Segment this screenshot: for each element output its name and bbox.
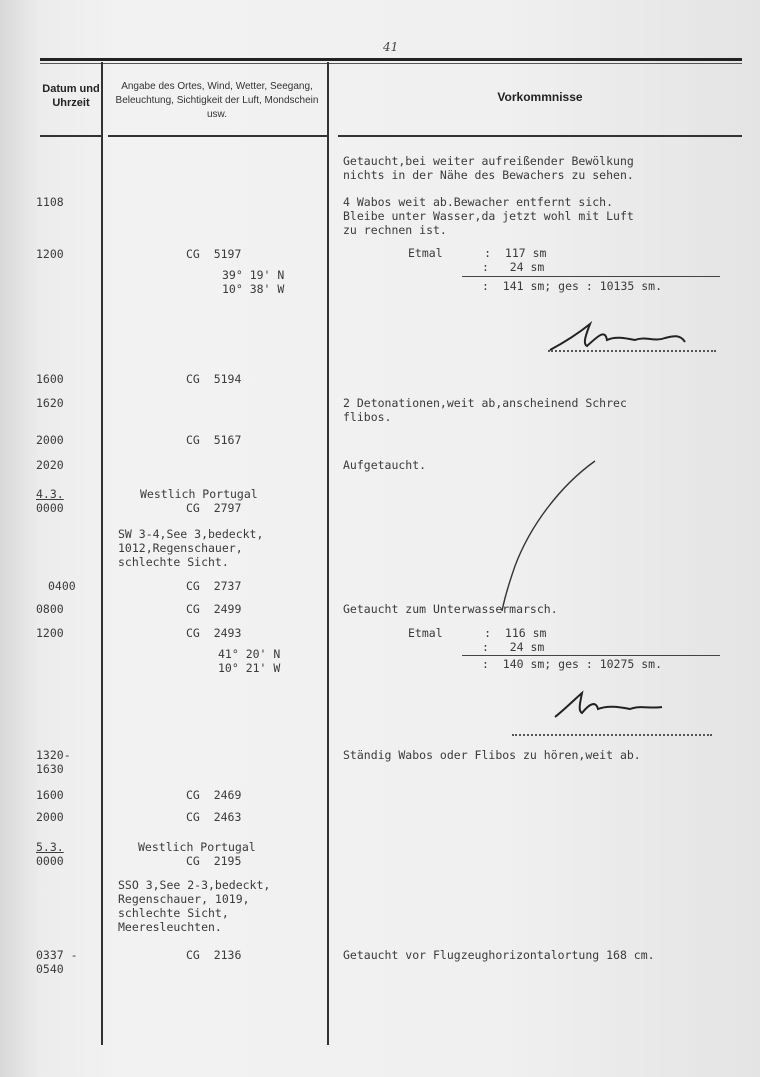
header-place-column: Angabe des Ortes, Wind, Wetter, Seegang, Beleuchtung, Sichtigkeit der Luft, Mondschein usw.	[115, 81, 319, 120]
time-cell: 0000	[36, 854, 64, 868]
etmal-line: Etmal : 117 sm	[408, 246, 547, 260]
etmal-total: : 140 sm; ges : 10275 sm.	[482, 657, 663, 671]
grid-square: CG 2797	[186, 501, 242, 515]
grid-square: CG 2469	[186, 788, 242, 802]
weather-text: 1012,Regenschauer,	[118, 541, 243, 555]
weather-text: schlechte Sicht.	[118, 555, 229, 569]
event-text: flibos.	[343, 410, 392, 424]
weather-text: schlechte Sicht,	[118, 906, 229, 920]
grid-square: CG 5197	[186, 247, 242, 261]
longitude: 10° 38' W	[222, 282, 285, 296]
time-cell: 1630	[36, 762, 64, 776]
time-cell: 1600	[36, 372, 64, 386]
time-cell: 0540	[36, 962, 64, 976]
header-date-column: Datum und Uhrzeit	[42, 83, 100, 109]
event-text: Getaucht,bei weiter aufreißender Bewölkung	[343, 154, 634, 168]
column-divider-1	[101, 62, 103, 1045]
etmal-line: Etmal : 116 sm	[408, 626, 547, 640]
grid-square: CG 2493	[186, 626, 242, 640]
weather-text: Regenschauer, 1019,	[118, 892, 250, 906]
time-cell: 2000	[36, 433, 64, 447]
event-text: Aufgetaucht.	[343, 458, 427, 472]
time-cell: 0400	[48, 579, 76, 593]
weather-text: Meeresleuchten.	[118, 920, 222, 934]
time-cell: 1620	[36, 396, 64, 410]
longitude: 10° 21' W	[218, 661, 281, 675]
top-rule-thin	[40, 63, 742, 64]
time-cell: 1320-	[36, 748, 71, 762]
weather-text: SSO 3,See 2-3,bedeckt,	[118, 878, 271, 892]
grid-square: CG 2737	[186, 579, 242, 593]
top-rule	[40, 58, 742, 61]
time-cell: 1600	[36, 788, 64, 802]
time-cell: 0337 -	[36, 948, 78, 962]
header-events-column: Vorkommnisse	[497, 90, 583, 104]
position-text: Westlich Portugal	[140, 487, 258, 501]
event-text: 4 Wabos weit ab.Bewacher entfernt sich.	[343, 195, 614, 209]
latitude: 39° 19' N	[222, 268, 285, 282]
time-cell: 2020	[36, 458, 64, 472]
time-cell: 1200	[36, 626, 64, 640]
page-number: 41	[383, 40, 399, 54]
header-underline-events	[338, 135, 742, 137]
header-underline-date	[40, 135, 102, 137]
event-text: Getaucht zum Unterwassermarsch.	[343, 602, 558, 616]
pen-stroke	[490, 456, 610, 616]
signature-dotted-line	[512, 734, 712, 736]
grid-square: CG 5167	[186, 433, 242, 447]
grid-square: CG 2499	[186, 602, 242, 616]
time-cell: 0800	[36, 602, 64, 616]
etmal-total: : 141 sm; ges : 10135 sm.	[482, 279, 663, 293]
grid-square: CG 5194	[186, 372, 242, 386]
grid-square: CG 2195	[186, 854, 242, 868]
date-cell: 4.3.	[36, 487, 64, 501]
event-text: 2 Detonationen,weit ab,anscheinend Schrec	[343, 396, 627, 410]
event-text: nichts in der Nähe des Bewachers zu sehen.	[343, 168, 634, 182]
date-cell: 5.3.	[36, 840, 64, 854]
etmal-line: : 24 sm	[482, 640, 545, 654]
sum-rule	[462, 276, 720, 277]
event-text: Getaucht vor Flugzeughorizontalortung 168 cm.	[343, 948, 655, 962]
event-text: zu rechnen ist.	[343, 223, 447, 237]
time-cell: 0000	[36, 501, 64, 515]
sum-rule	[462, 655, 720, 656]
grid-square: CG 2136	[186, 948, 242, 962]
etmal-line: : 24 sm	[482, 260, 545, 274]
time-cell: 1200	[36, 247, 64, 261]
signature-dotted-line	[548, 350, 716, 352]
event-text: Ständig Wabos oder Flibos zu hören,weit ab.	[343, 748, 641, 762]
grid-square: CG 2463	[186, 810, 242, 824]
signature-mark	[550, 685, 680, 725]
time-cell: 1108	[36, 195, 64, 209]
time-cell: 2000	[36, 810, 64, 824]
weather-text: SW 3-4,See 3,bedeckt,	[118, 527, 264, 541]
signature-mark	[545, 312, 705, 362]
event-text: Bleibe unter Wasser,da jetzt wohl mit Luft	[343, 209, 634, 223]
position-text: Westlich Portugal	[138, 840, 256, 854]
latitude: 41° 20' N	[218, 647, 281, 661]
header-underline-place	[108, 135, 327, 137]
column-divider-2	[327, 62, 329, 1045]
